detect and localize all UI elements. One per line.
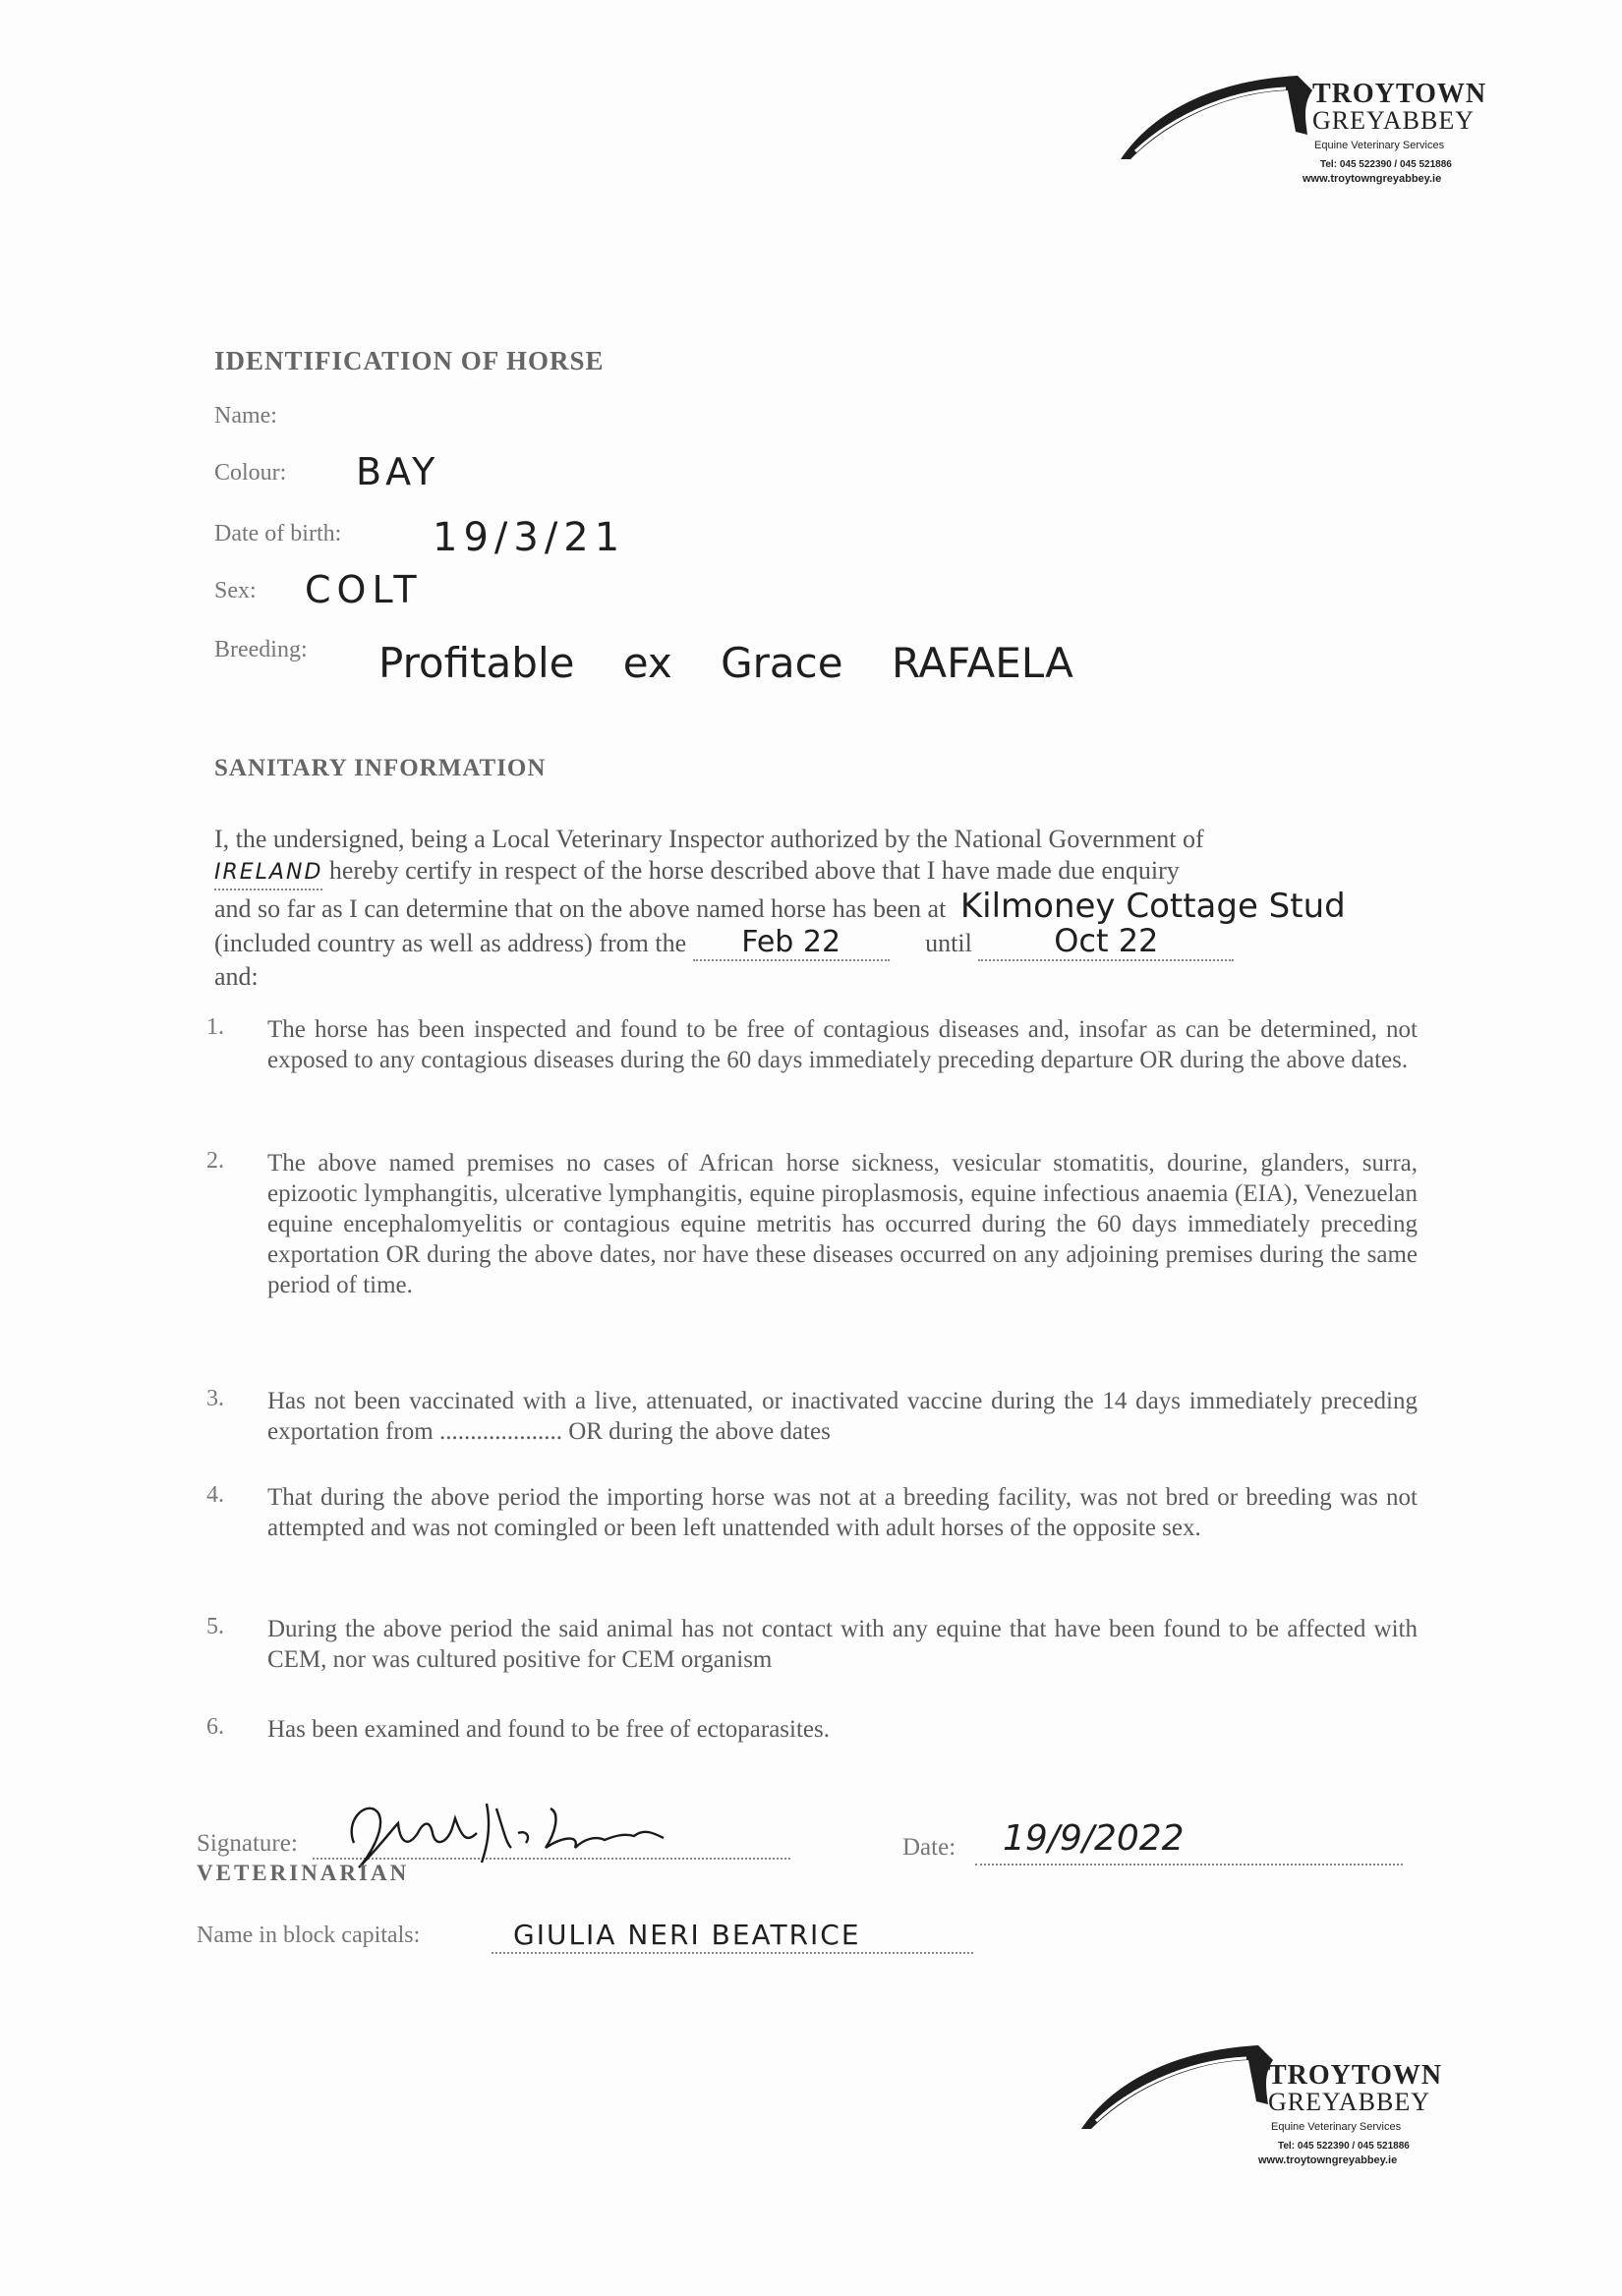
intro-text-4: (included country as well as address) from the [214, 929, 687, 957]
item-5-number: 5. [206, 1614, 224, 1639]
item-2-text: The above named premises no cases of African horse sickness, vesicular stomatitis, dourine, glanders, surra, epizootic lymphangitis, ulcerative lymphangitis, equine piroplasmosis, equine infectious anaemia (EIA), Venezuelan equine encephalomyelitis or contagious equine metritis has occurred during the 60 days immediately preceding exportation OR during the above dates, nor have these diseases occurred on any adjoining premises during the same period of time. [267, 1150, 1418, 1298]
name-label: Name: [214, 403, 277, 429]
item-6-text: Has been examined and found to be free of ectoparasites. [267, 1716, 830, 1743]
until-date-value: Oct 22 [1054, 922, 1159, 959]
logo-line1: TROYTOWN [1268, 2060, 1443, 2091]
until-label: until [925, 929, 972, 957]
item-1-number: 1. [206, 1014, 224, 1040]
premises-value: Kilmoney Cottage Stud [959, 887, 1346, 926]
date-line [975, 1864, 1403, 1866]
block-capitals-value: GIULIA NERI BEATRICE [513, 1919, 861, 1951]
logo-bottom [1072, 2031, 1484, 2168]
dob-value: 19/3/21 [433, 515, 626, 560]
intro-text-3: and so far as I can determine that on the above named horse has been at [214, 894, 947, 923]
item-4-text: That during the above period the importing horse was not at a breeding facility, was not bred or breeding was not attempted and was not comingled or been left unattended with adult horses of the opposite sex. [267, 1484, 1418, 1541]
intro-line4 [214, 922, 1423, 961]
item-3-number: 3. [206, 1386, 224, 1411]
intro-text-2: hereby certify in respect of the horse described above that I have made due enquiry [328, 856, 1180, 885]
sanitary-intro [214, 824, 1423, 993]
sex-value: COLT [305, 568, 423, 611]
identification-heading: IDENTIFICATION OF HORSE [214, 346, 605, 375]
intro-line1 [214, 824, 1423, 855]
item-4-number: 4. [206, 1482, 224, 1508]
horse-head-icon [1111, 61, 1317, 169]
intro-line2 [214, 855, 1423, 890]
until-date-field [978, 922, 1234, 961]
dob-label: Date of birth: [214, 521, 342, 546]
logo-phone: Tel: 045 522390 / 045 521886 [1278, 2141, 1410, 2152]
signature-label: Signature: [197, 1830, 298, 1857]
date-label: Date: [902, 1834, 956, 1861]
from-date-value: Feb 22 [741, 925, 841, 959]
sex-label: Sex: [214, 578, 257, 603]
sanitary-heading: SANITARY INFORMATION [214, 755, 547, 781]
block-capitals-line [492, 1952, 973, 1954]
item-2-number: 2. [206, 1148, 224, 1174]
intro-text-1: I, the undersigned, being a Local Veterinary Inspector authorized by the National Government of [214, 825, 1204, 853]
colour-value: BAY [356, 450, 439, 493]
logo-phone: Tel: 045 522390 / 045 521886 [1320, 159, 1452, 170]
item-1-text: The horse has been inspected and found to be free of contagious diseases and, insofar as can be determined, not exposed to any contagious diseases during the 60 days immediately preceding departure OR during the above dates. [267, 1016, 1418, 1073]
date-value: 19/9/2022 [1003, 1818, 1185, 1859]
country-value: IRELAND [214, 857, 322, 890]
item-6-number: 6. [206, 1714, 224, 1740]
block-capitals-label: Name in block capitals: [197, 1923, 421, 1948]
from-date-field [693, 927, 890, 961]
logo-line3: Equine Veterinary Services [1314, 140, 1445, 151]
logo-line3: Equine Veterinary Services [1271, 2121, 1402, 2133]
intro-line3 [214, 887, 1423, 926]
intro-line5: and: [214, 962, 259, 991]
breeding-value: Profitable ex Grace RAFAELA [378, 639, 1073, 687]
item-3-text: Has not been vaccinated with a live, attenuated, or inactivated vaccine during the 14 days immediately preceding exportation from .................... OR during the above dates [267, 1388, 1418, 1445]
item-5-text: During the above period the said animal has not contact with any equine that have been found to be affected with CEM, nor was cultured positive for CEM organism [267, 1616, 1418, 1673]
logo-top [1111, 61, 1524, 199]
horse-head-icon [1072, 2031, 1278, 2139]
colour-label: Colour: [214, 460, 287, 486]
breeding-label: Breeding: [214, 637, 308, 662]
logo-line1: TROYTOWN [1312, 79, 1487, 109]
logo-line2: GREYABBEY [1312, 106, 1476, 135]
veterinarian-label: VETERINARIAN [197, 1861, 410, 1885]
logo-web: www.troytowngreyabbey.ie [1303, 173, 1442, 185]
logo-web: www.troytowngreyabbey.ie [1258, 2154, 1398, 2166]
logo-line2: GREYABBEY [1268, 2088, 1431, 2116]
